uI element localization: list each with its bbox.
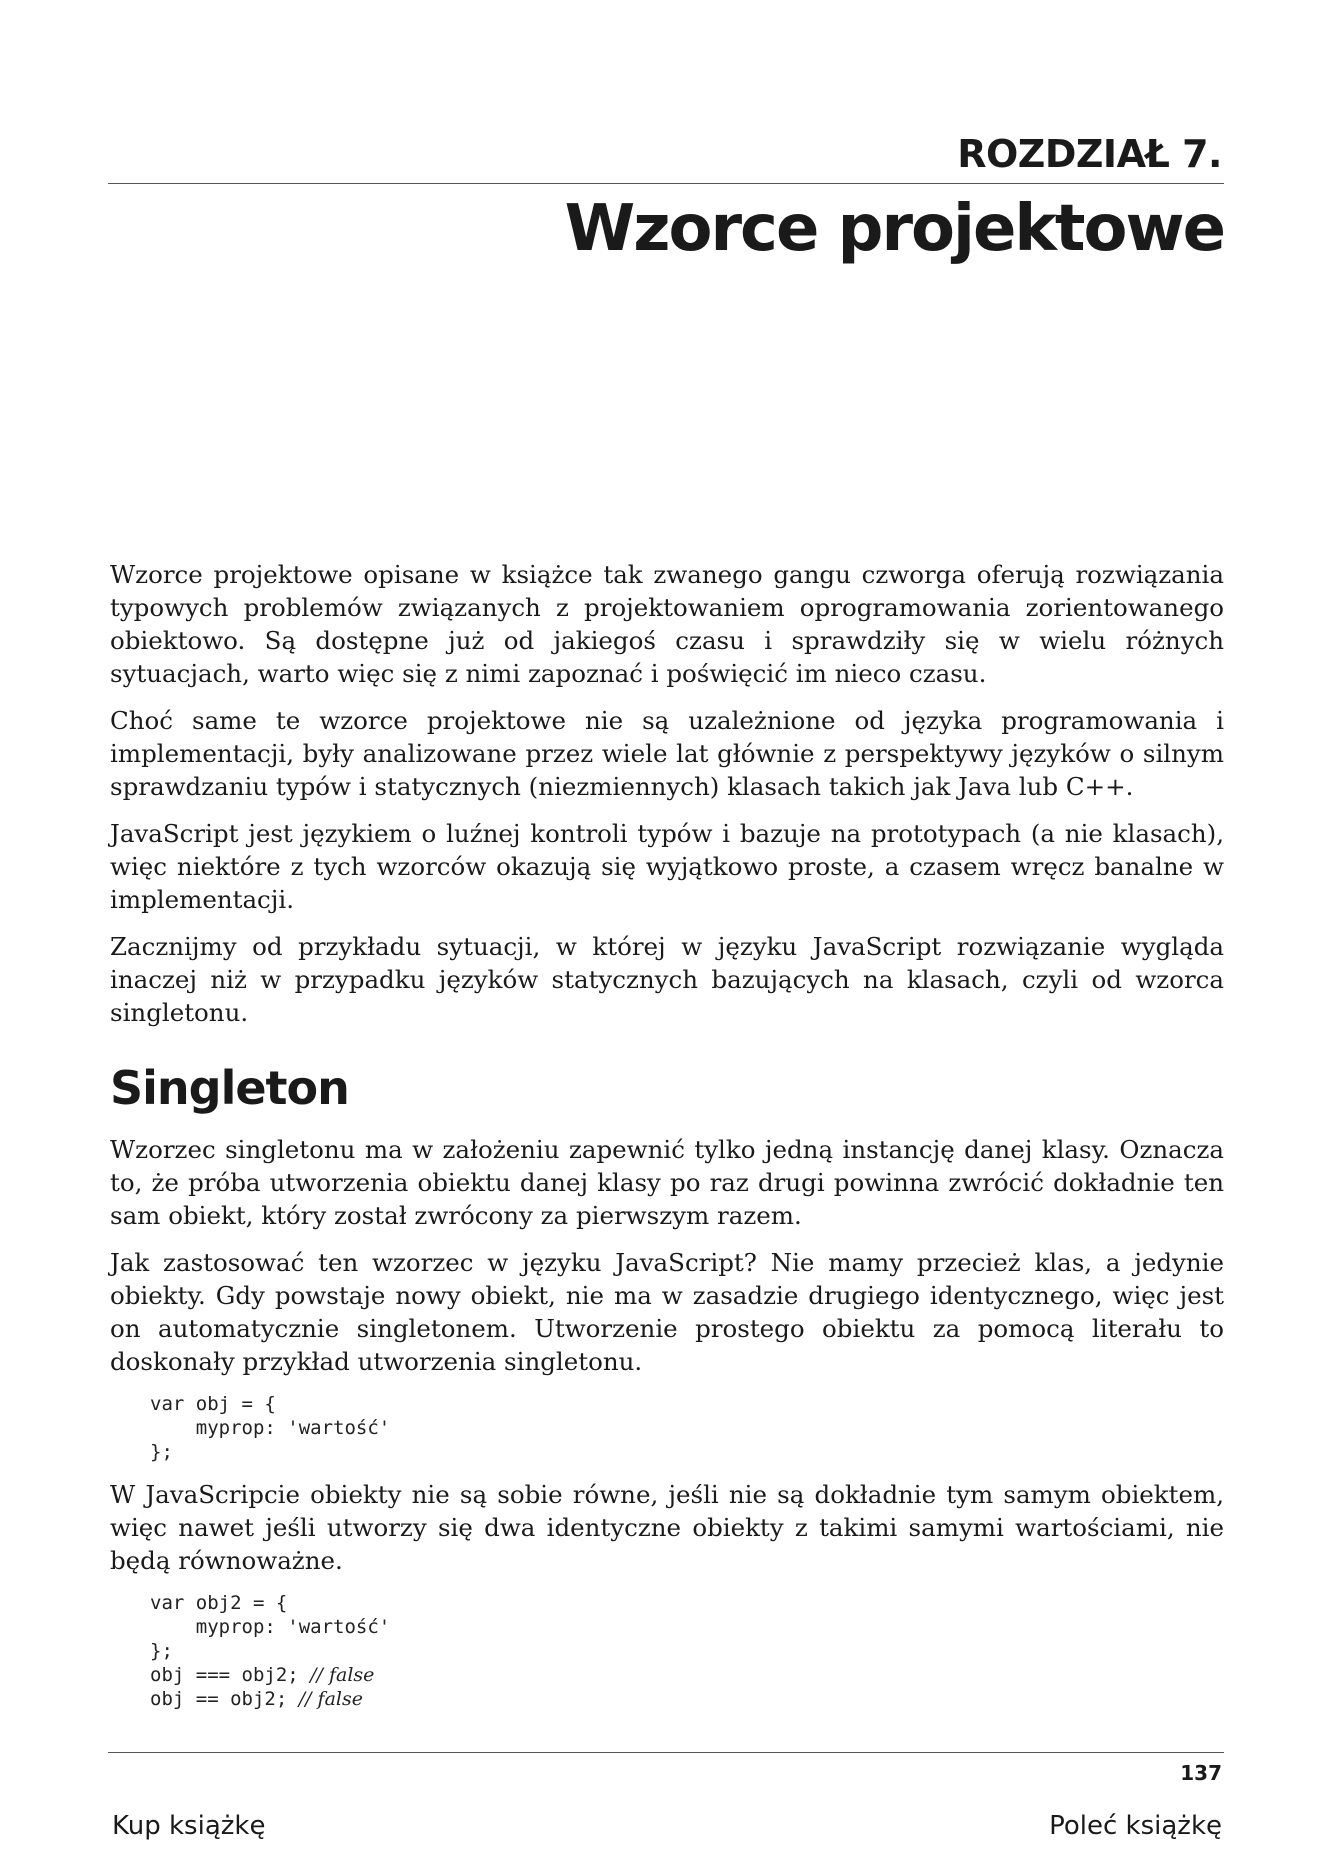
buy-book-link[interactable]: Kup książkę: [112, 1811, 266, 1841]
section-heading-singleton: Singleton: [110, 1061, 349, 1115]
code-line: };: [150, 1640, 173, 1662]
code-line: var obj2 = {: [150, 1592, 288, 1614]
code-line: var obj = {: [150, 1393, 276, 1415]
code-line: obj == obj2;: [150, 1688, 299, 1710]
intro-paragraph-1: Wzorce projektowe opisane w książce tak zwanego gangu czworga oferują rozwiązania typowych problemów związanych z projektowaniem oprogramowania zorientowanego obiektowo. Są dostępne już od jakiegoś czasu i sprawdziły się w wielu różnych sytuacjach, warto więc się z nimi zapoznać i poświęcić im nieco czasu.: [110, 560, 1224, 688]
intro-paragraph-3: JavaScript jest językiem o luźnej kontroli typów i bazuje na prototypach (a nie klasach), więc niektóre z tych wzorców okazują się wyjątkowo proste, a czasem wręcz banalne w implementacji.: [110, 819, 1224, 914]
singleton-paragraph-3: W JavaScripcie obiekty nie są sobie równe, jeśli nie są dokładnie tym samym obiektem, więc nawet jeśli utworzy się dwa identyczne obiekty z takimi samymi wartościami, nie będą równoważne.: [110, 1480, 1224, 1575]
page-body: [110, 558, 1224, 1725]
code-comment: // false: [298, 1688, 363, 1710]
recommend-book-link[interactable]: Poleć książkę: [1049, 1811, 1222, 1841]
singleton-paragraph-1: Wzorzec singletonu ma w założeniu zapewnić tylko jedną instancję danej klasy. Oznacza to, że próba utworzenia obiektu danej klasy po raz drugi powinna zwrócić dokładnie ten sam obiekt, który został zwrócony za pierwszym razem.: [110, 1135, 1224, 1230]
chapter-title: Wzorce projektowe: [564, 192, 1224, 266]
footer-rule: [108, 1752, 1224, 1753]
singleton-paragraph-2: Jak zastosować ten wzorzec w języku JavaScript? Nie mamy przecież klas, a jedynie obiekty. Gdy powstaje nowy obiekt, nie ma w zasadzie drugiego identycznego, więc jest on automatycznie singletonem. Utworzenie prostego obiektu za pomocą literału to doskonały przykład utworzenia singletonu.: [110, 1248, 1224, 1376]
code-comment: // false: [310, 1664, 375, 1686]
intro-paragraph-4: Zacznijmy od przykładu sytuacji, w której w języku JavaScript rozwiązanie wygląda inaczej niż w przypadku języków statycznych bazujących na klasach, czyli od wzorca singletonu.: [110, 932, 1224, 1027]
code-line: myprop: 'wartość': [150, 1417, 391, 1439]
code-line: myprop: 'wartość': [150, 1616, 391, 1638]
chapter-label: ROZDZIAŁ 7.: [957, 132, 1222, 176]
code-line: obj === obj2;: [150, 1664, 311, 1686]
code-line: };: [150, 1441, 173, 1463]
intro-paragraph-2: Choć same te wzorce projektowe nie są uzależnione od języka programowania i implementacji, były analizowane przez wiele lat głównie z perspektywy języków o silnym sprawdzaniu typów i statycznych (niezmiennych) klasach takich jak Java lub C++.: [110, 706, 1224, 801]
page-number: 137: [1180, 1761, 1222, 1785]
code-block-2: [150, 1591, 1224, 1711]
header-rule: [108, 183, 1224, 184]
code-block-1: [150, 1392, 1224, 1464]
